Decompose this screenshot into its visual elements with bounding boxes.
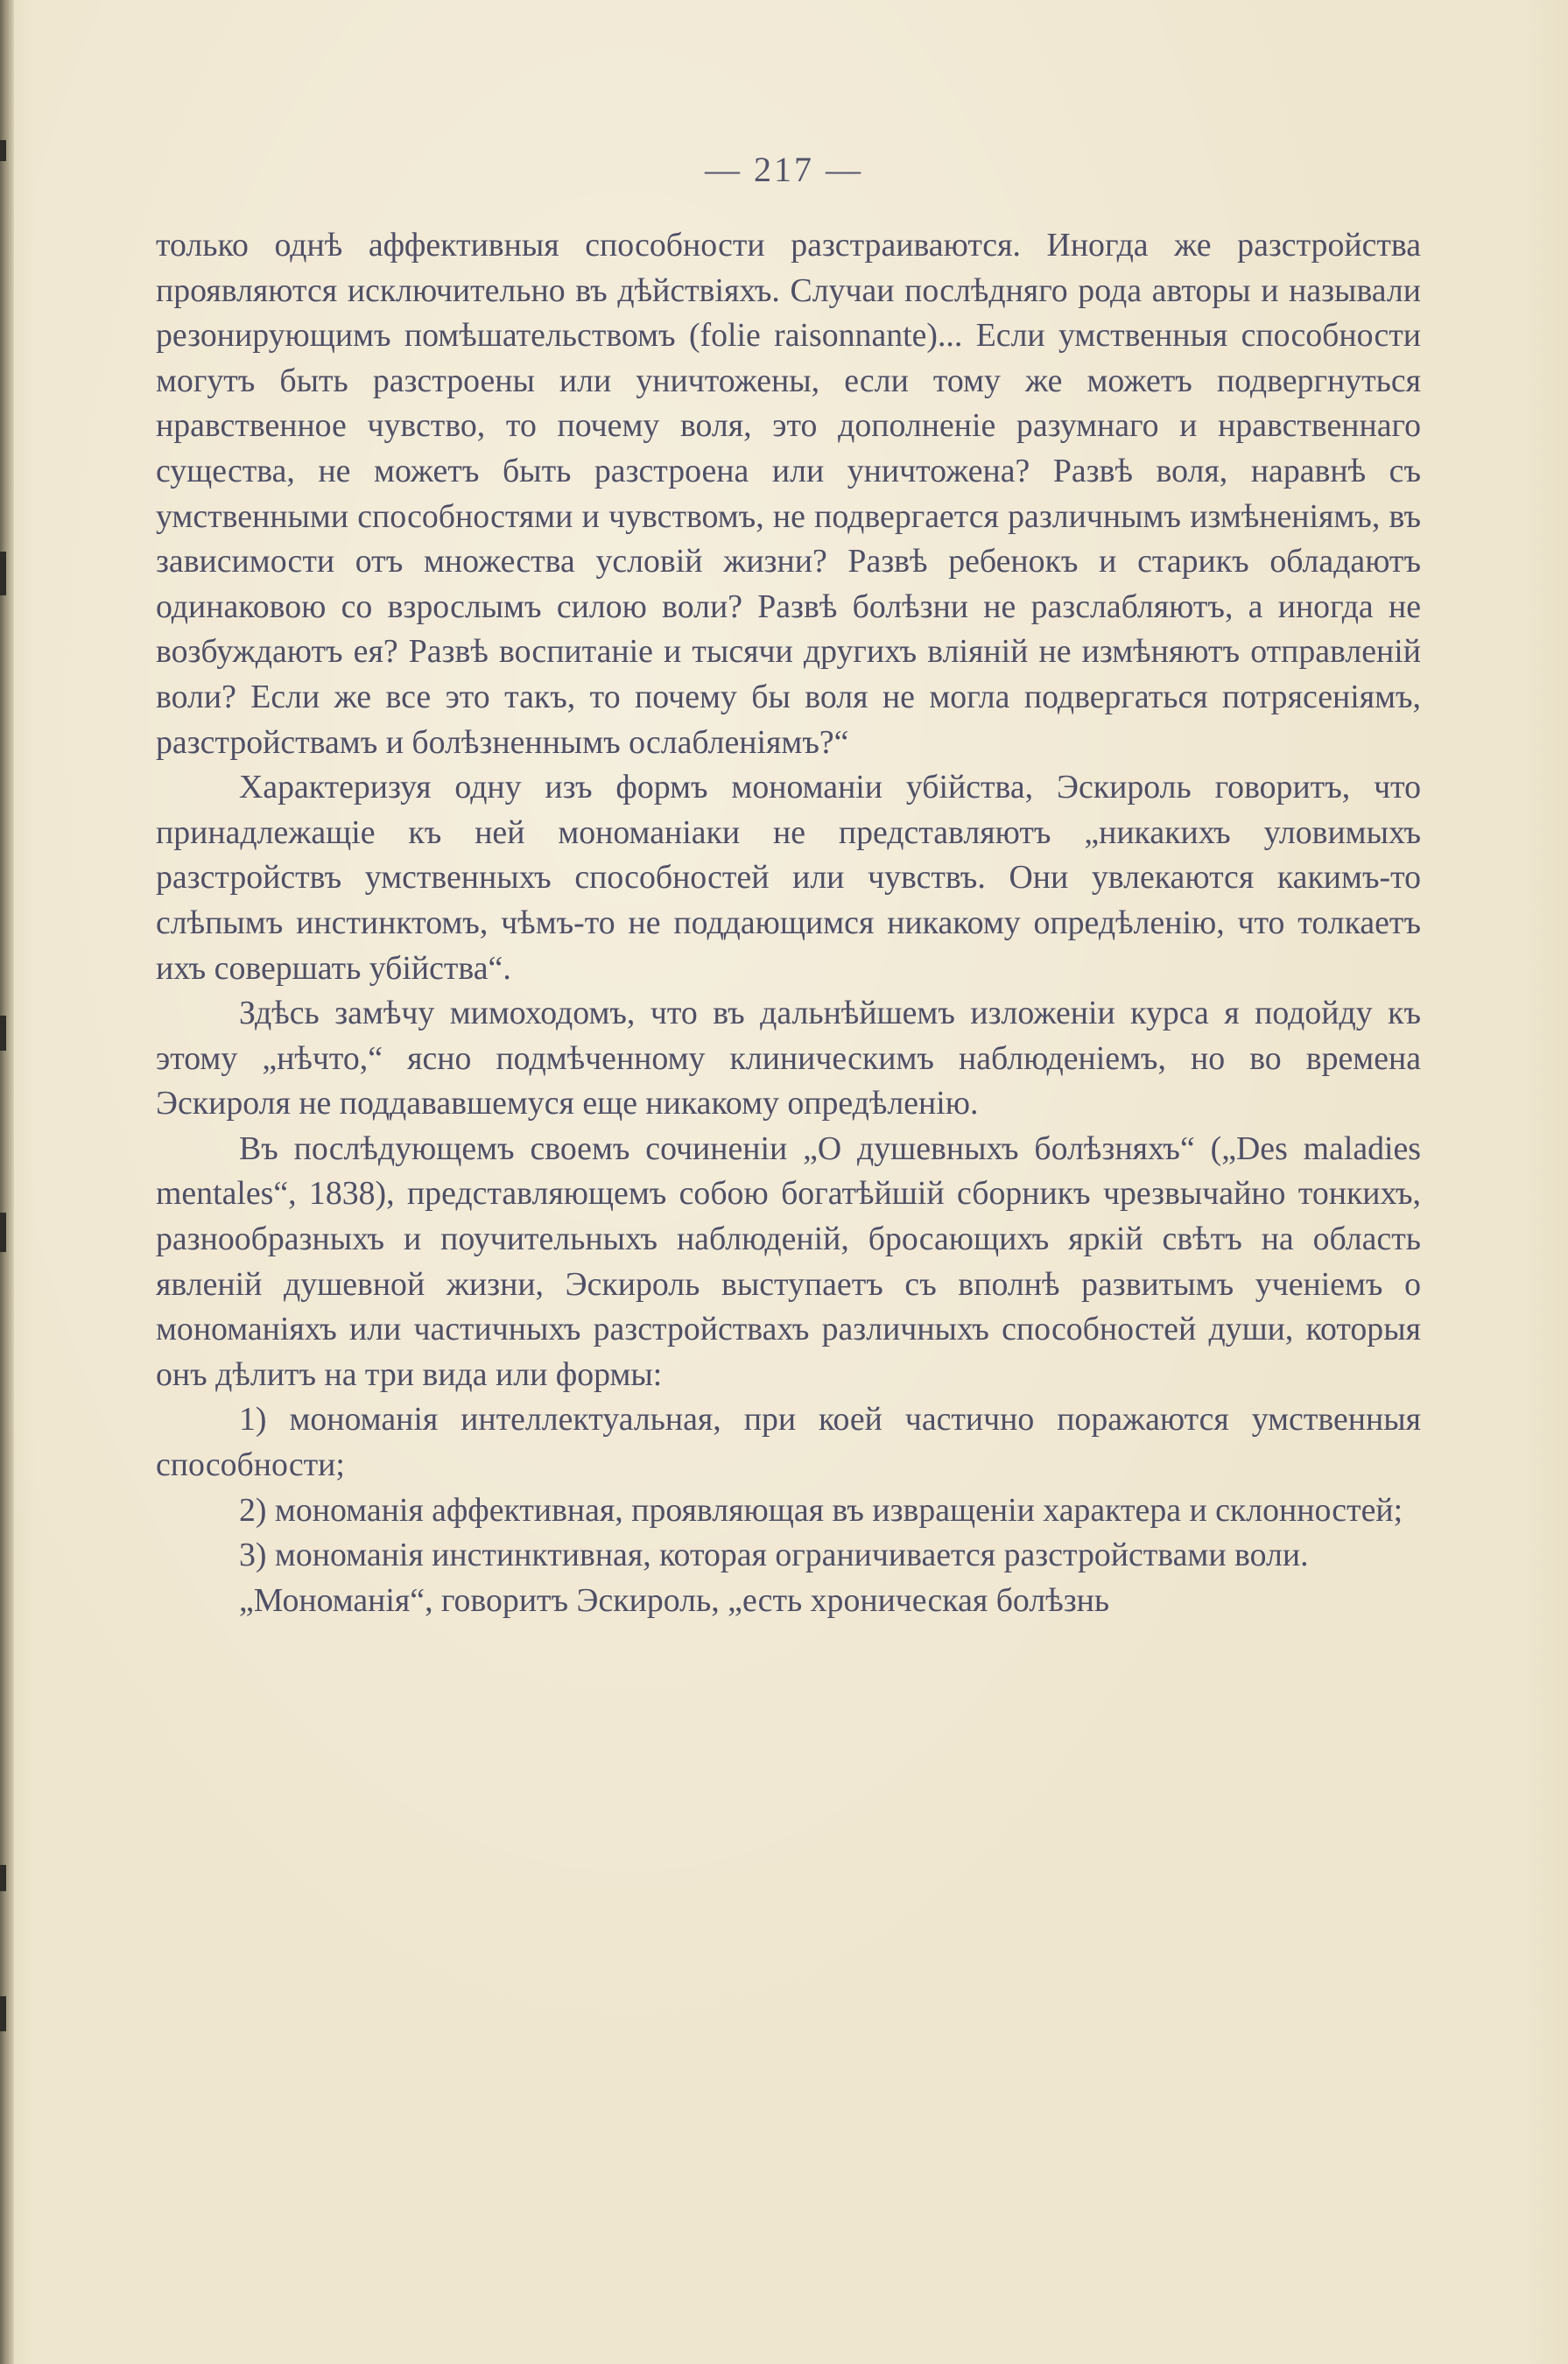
list-item-instinctive-monomania: 3) мономанія инстинктивная, которая ограничивается разстройствами воли.	[239, 1537, 1309, 1574]
paragraph-maladies-mentales: Въ послѣдующемъ своемъ сочиненіи „О душевныхъ болѣзняхъ“ („Des maladies mentales“, 1838), представляющемъ собою богатѣйшій сборникъ чрезвычайно тонкихъ, разнообразныхъ и поучительныхъ наблюденій, бросающихъ яркій свѣтъ на область явленій душевной жизни, Эскироль выступаетъ съ вполнѣ развитымъ ученіемъ о мономаніяхъ или частичныхъ разстройствахъ различныхъ способностей души, которыя онъ дѣлитъ на три вида или формы:	[156, 1129, 1421, 1393]
paragraph-author-note: Здѣсь замѣчу мимоходомъ, что въ дальнѣйшемъ изложеніи курса я подойду къ этому „нѣчто,“ ясно подмѣченному клиническимъ наблюденіемъ, но во времена Эскироля не поддававшемуся еще никакому опредѣленію.	[156, 995, 1421, 1122]
list-item-intellectual-monomania: 1) мономанія интеллектуальная, при коей частично поражаются умственныя способности;	[156, 1401, 1421, 1484]
paragraph-continued: только однѣ аффективныя способности разстраиваются. Иногда же разстройства проявляются исключительно въ дѣйствіяхъ. Случаи послѣдняго рода авторы и называли резонирующимъ помѣшательствомъ (folie raisonnante)... Если умственныя способности могутъ быть разстроены или уничтожены, если тому же можетъ подвергнуться нравственное чувство, то почему воля, это дополненіе разумнаго и нравственнаго существа, не можетъ быть разстроена или уничтожена? Развѣ воля, наравнѣ съ умственными способностями и чувствомъ, не подвергается различнымъ измѣненіямъ, въ зависимости отъ множества условій жизни? Развѣ ребенокъ и старикъ обладаютъ одинаковою со взрослымъ силою воли? Развѣ болѣзни не разслабляютъ, а иногда не возбуждаютъ ея? Развѣ воспитаніе и тысячи другихъ вліяній не измѣняютъ отправленій воли? Если же все это такъ, то почему бы воля не могла подвергаться потрясеніямъ, разстройствамъ и болѣзненнымъ ослабленіямъ?“	[156, 227, 1421, 761]
binding-mark	[0, 552, 6, 595]
paragraph-esquirol-murder-monomania: Характеризуя одну изъ формъ мономаніи убійства, Эскироль говоритъ, что принадлежащіе къ ней мономаніаки не представляютъ „никакихъ уловимыхъ разстройствъ умственныхъ способностей или чувствъ. Они увлекаются какимъ-то слѣпымъ инстинктомъ, чѣмъ-то не поддающимся никакому опредѣленію, что толкаетъ ихъ совершать убійства“.	[156, 769, 1421, 987]
page-number: — 217 —	[705, 150, 863, 189]
body-text	[156, 223, 1421, 1623]
binding-mark	[0, 1016, 6, 1051]
list-item-affective-monomania: 2) мономанія аффективная, проявляющая въ извращеніи характера и склонностей;	[239, 1491, 1403, 1529]
binding-mark	[0, 1996, 6, 2031]
paragraph-monomania-definition: „Мономанія“, говоритъ Эскироль, „есть хроническая болѣзнь	[239, 1581, 1110, 1619]
page-binding-edge	[0, 0, 14, 2364]
binding-mark	[0, 1865, 6, 1891]
binding-mark	[0, 1213, 6, 1252]
